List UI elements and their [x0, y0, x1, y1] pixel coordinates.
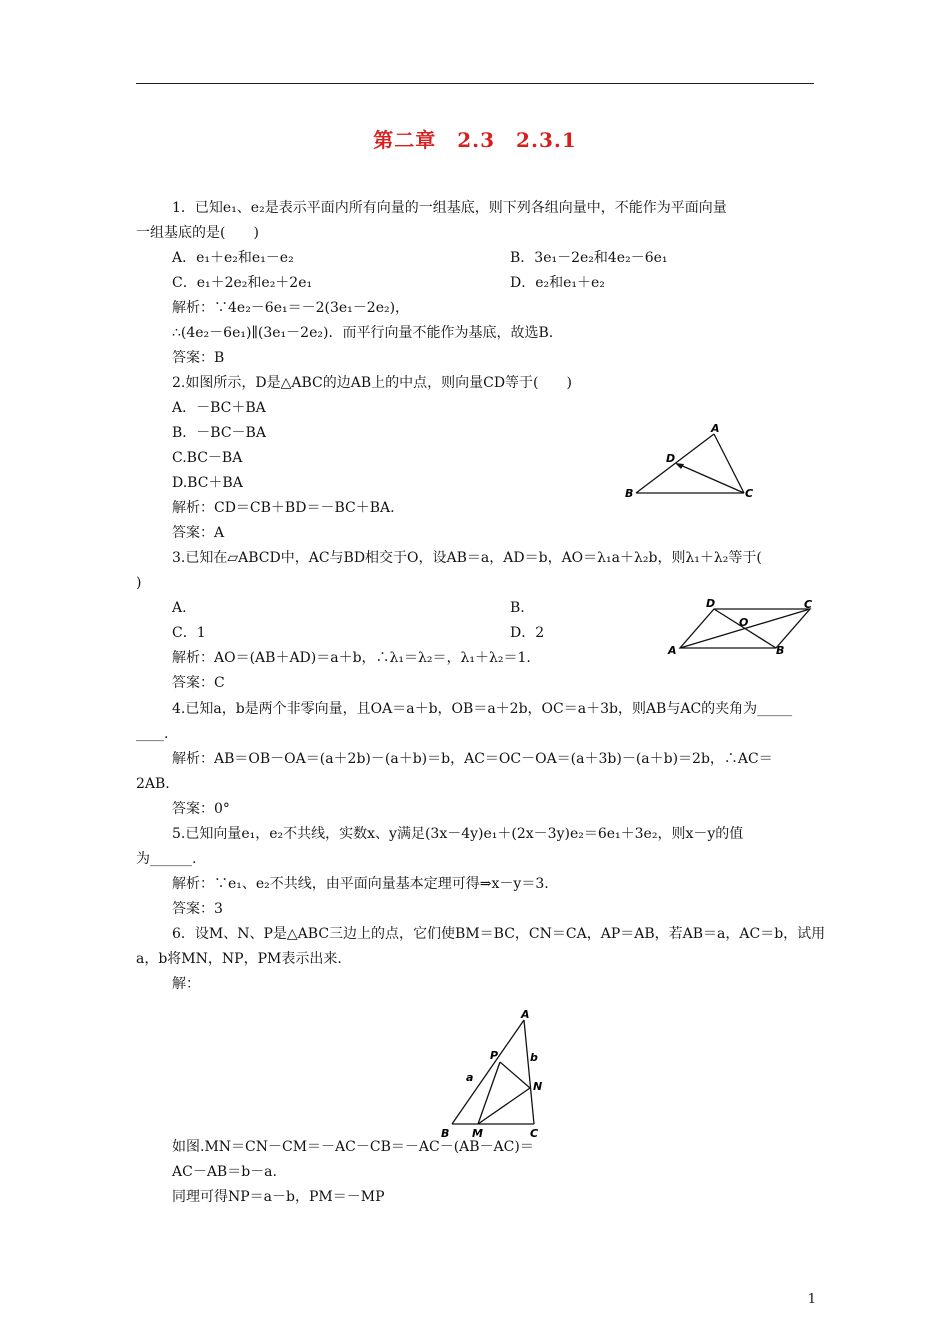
text-line: A.	[172, 600, 187, 616]
fig2-label-o: O	[739, 616, 749, 629]
text-line: 解析：CD＝CB＋BD＝－BC＋BA.	[172, 500, 395, 516]
fig2-label-b: B	[776, 644, 785, 657]
text-line: 3.已知在▱ABCD中，AC与BD相交于O，设AB＝a，AD＝b，AO＝λ₁a＋λ₂b，则λ₁＋λ₂等于(	[172, 550, 762, 566]
text-line: 6．设M、N、P是△ABC三边上的点，它们使BM＝BC，CN＝CA，AP＝AB，若AB＝a，AC＝b，试用	[172, 926, 826, 942]
text-line: 4.已知a，b是两个非零向量，且OA＝a＋b，OB＝a＋2b，OC＝a＋3b，则AB与AC的夹角为_____	[172, 701, 793, 717]
text-line: 答案：A	[172, 525, 225, 541]
text-line: 如图.MN＝CN－CM＝－AC－CB＝－AC－(AB－AC)＝	[172, 1139, 534, 1155]
page-number: 1	[807, 1292, 816, 1307]
text-line: 答案：3	[172, 901, 223, 917]
fig1-label-c: C	[745, 487, 754, 500]
fig2-label-c: C	[804, 598, 813, 611]
fig3-label-a: A	[521, 1008, 530, 1021]
fig3-label-c: C	[530, 1127, 539, 1140]
text-line: 1．已知e₁、e₂是表示平面内所有向量的一组基底，则下列各组向量中，不能作为平面向量	[172, 200, 727, 216]
text-line: D．2	[510, 625, 545, 641]
text-line: D．e₂和e₁＋e₂	[510, 275, 605, 291]
text-line: 解：	[172, 976, 200, 992]
fig3-label-m: M	[472, 1127, 483, 1140]
page-title: 第二章 2.3 2.3.1	[373, 128, 577, 152]
text-line: A．e₁＋e₂和e₁－e₂	[172, 250, 294, 266]
fig3-label-n: N	[533, 1080, 543, 1093]
fig2-label-a: A	[668, 644, 677, 657]
text-line: 解析：AB＝OB－OA＝(a＋2b)－(a＋b)＝b，AC＝OC－OA＝(a＋3b)－(a＋b)＝2b，∴AC＝	[172, 751, 773, 767]
fig3-label-b-vector: b	[530, 1051, 538, 1064]
text-line: )	[136, 575, 142, 591]
text-line: AC－AB＝b－a.	[172, 1164, 277, 1180]
text-line: B．3e₁－2e₂和4e₂－6e₁	[510, 250, 668, 266]
text-line: 解析：AO＝(AB＋AD)＝a＋b，∴λ₁＝λ₂＝，λ₁＋λ₂＝1.	[172, 650, 531, 666]
fig3-label-p: P	[490, 1049, 499, 1062]
header-rule	[136, 83, 814, 84]
text-line: 解析：∵e₁、e₂不共线，由平面向量基本定理可得⇒x－y＝3.	[172, 876, 549, 892]
fig1-label-d: D	[666, 452, 676, 465]
text-line: 为______.	[136, 851, 197, 867]
figure-parallelogram-abcd	[664, 598, 824, 660]
text-line: 解析：∵4e₂－6e₁＝－2(3e₁－2e₂)，	[172, 300, 410, 316]
text-line: 答案：C	[172, 675, 225, 691]
text-line: 5.已知向量e₁，e₂不共线，实数x、y满足(3x－4y)e₁＋(2x－3y)e₂＝6e₁＋3e₂，则x－y的值	[172, 826, 744, 842]
text-line: B．－BC－BA	[172, 425, 266, 441]
fig1-label-a: A	[711, 422, 720, 435]
fig2-label-d: D	[706, 598, 716, 610]
text-line: 2.如图所示，D是△ABC的边AB上的中点，则向量CD等于( )	[172, 375, 572, 391]
text-line: C．e₁＋2e₂和e₂＋2e₁	[172, 275, 313, 291]
text-line: 答案：B	[172, 350, 225, 366]
text-line: D.BC＋BA	[172, 475, 243, 491]
fig3-label-a-vector: a	[466, 1071, 474, 1084]
text-line: ____.	[136, 726, 169, 742]
text-line: 同理可得NP＝a－b，PM＝－MP	[172, 1189, 385, 1205]
text-line: 一组基底的是( )	[136, 225, 259, 241]
text-line: 2AB.	[136, 776, 170, 792]
fig1-label-b: B	[625, 487, 634, 500]
text-line: C．1	[172, 625, 206, 641]
text-line: A．－BC＋BA	[172, 400, 266, 416]
text-line: a，b将MN，NP，PM表示出来.	[136, 951, 342, 967]
text-line: 答案：0°	[172, 801, 230, 817]
text-line: B.	[510, 600, 525, 616]
text-line: C.BC－BA	[172, 450, 243, 466]
text-line: ∴(4e₂－6e₁)∥(3e₁－2e₂)．而平行向量不能作为基底，故选B.	[172, 325, 554, 341]
figure-triangle-abc	[618, 420, 768, 506]
fig3-label-b: B	[441, 1127, 450, 1140]
figure-triangle-mnp	[436, 1006, 556, 1142]
